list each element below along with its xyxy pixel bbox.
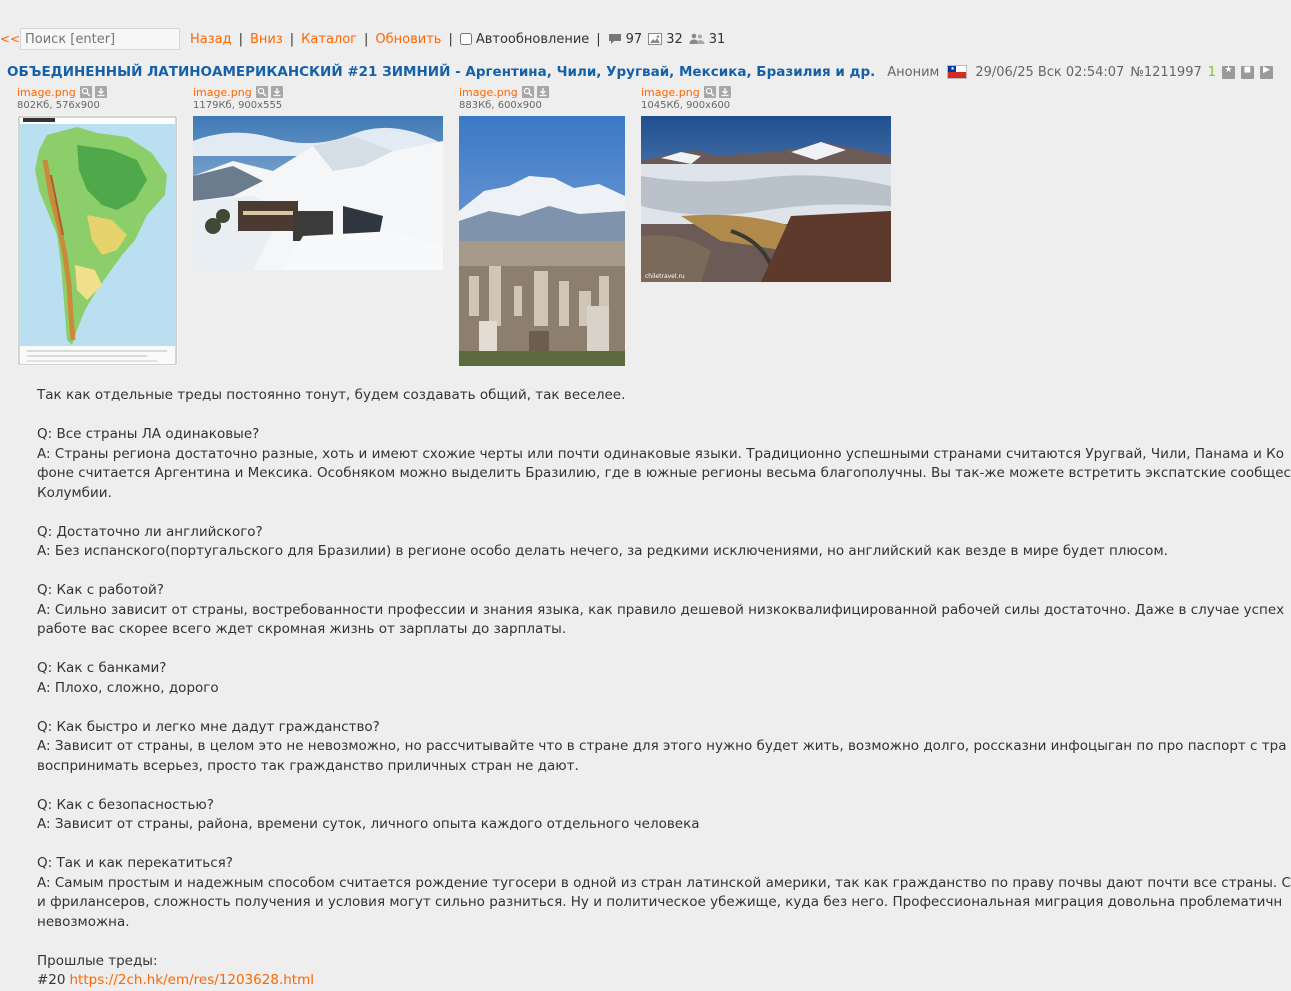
nav-catalog-link[interactable]: Каталог [301,31,357,47]
nav-down-link[interactable]: Вниз [250,31,283,47]
autoupdate-label: Автообновление [475,31,590,47]
nav-separator: | [596,31,601,47]
image-thumbnail-map[interactable] [17,115,178,366]
comment-icon [608,33,622,45]
top-navigation-bar [0,26,725,52]
posts-count: 97 [625,31,643,47]
image-attachment [459,85,552,112]
thread-nav [190,32,725,47]
post-date: 29/06/25 Вск 02:54:07 [975,64,1125,80]
post-line: A: Самым простым и надежным способом считается рождение тугосери в одной из стран латинской америки, так как гражданство по праву почвы дают почти все страны. С [37,874,1291,891]
image-search-icon[interactable] [522,86,534,98]
image-attachment [641,85,734,112]
previous-thread-number: #20 [37,972,66,988]
image-meta: 1179Кб, 900x555 [193,100,283,111]
image-meta: 802Кб, 576x900 [17,100,100,111]
image-thumbnail-city[interactable] [459,116,625,366]
favorite-star-icon[interactable]: ★ [1222,66,1235,79]
post-line: воспринимать всерьез, просто так гражданство приличных стран не дают. [37,757,579,774]
image-attachment [193,85,286,112]
thread-header [7,62,1273,82]
chile-flag-icon: ★ [947,65,967,79]
post-blank-line [37,406,1248,426]
image-thumbnail-ski-resort[interactable] [193,116,443,270]
image-meta: 1045Кб, 900x600 [641,100,731,111]
image-filename-link[interactable]: image.png [459,85,518,99]
post-question: Q: Как с безопасностью? [37,796,214,813]
post-line: A: Страны региона достаточно разные, хоть и имеют схожие черты или почти одинаковые языки. Традиционно успешными странами считаются Уругвай, Чили, Панама и Ко [37,445,1285,462]
image-search-icon[interactable] [80,86,92,98]
post-line: работе вас скорее всего ждет скромная жизнь от зарплаты до зарплаты. [37,621,567,637]
download-icon[interactable] [95,86,107,98]
post-blank-line [37,835,1248,855]
posts-count-stat [608,32,643,47]
image-filename-link[interactable]: image.png [641,85,700,99]
nav-separator: | [448,31,453,47]
nav-separator: | [238,31,243,47]
post-blank-line [37,562,1248,582]
post-author: Аноним [887,64,940,80]
nav-back-link[interactable]: Назад [190,31,232,47]
post-line: A: Зависит от страны, в целом это не невозможно, но рассчитывайте что в стране для этого нужно будет жить, возможно долго, россказни инфоцыган по про паспорт с тра [37,738,1287,754]
post-question: Q: Как быстро и легко мне дадут гражданство? [37,718,380,735]
autoupdate-checkbox[interactable] [460,33,472,45]
previous-thread-line [37,971,1248,991]
post-message [37,386,1291,991]
images-count-stat [648,32,683,47]
back-arrows-link[interactable]: << [0,32,21,46]
post-question: Q: Все страны ЛА одинаковые? [37,426,260,442]
play-icon[interactable]: ▶ [1260,66,1273,79]
watermark-text: chiletravel.ru [645,273,685,280]
download-icon[interactable] [537,86,549,98]
post-blank-line [37,503,1248,523]
images-count: 32 [666,31,683,47]
users-icon [689,33,705,45]
post-line: A: Сильно зависит от страны, востребованности профессии и знания языка, как правило дешевой низкоквалифицированной рабочей силы достаточно. Даже в случае успех [37,601,1285,618]
post-blank-line [37,640,1248,660]
post-blank-line [37,932,1248,952]
post-number[interactable]: №1211997 [1130,64,1202,80]
image-icon [648,33,662,45]
post-line: Прошлые треды: [37,952,158,969]
image-filename-link[interactable]: image.png [17,85,76,99]
hide-post-icon[interactable]: ◼ [1241,66,1254,79]
post-line: фоне считается Аргентина и Мексика. Особняком можно выделить Бразилию, где в южные регионы весьма благополучны. Вы так-же можете встретить экспатские сообщес [37,465,1291,481]
thread-title: ОБЪЕДИНЕННЫЙ ЛАТИНОАМЕРИКАНСКИЙ #21 ЗИМНИЙ - Аргентина, Чили, Уругвай, Мексика, Бразилия и др. [7,64,876,80]
image-search-icon[interactable] [256,86,268,98]
post-question: Q: Так и как перекатиться? [37,855,233,871]
post-question: Q: Достаточно ли английского? [37,523,263,540]
posters-count-stat [689,32,726,47]
post-line: A: Зависит от страны, района, времени суток, личного опыта каждого отдельного человека [37,816,700,832]
download-icon[interactable] [719,86,731,98]
search-input[interactable] [20,28,180,50]
image-search-icon[interactable] [704,86,716,98]
post-question: Q: Как с банками? [37,660,167,676]
image-meta: 883Кб, 600x900 [459,100,542,111]
nav-separator: | [364,31,369,47]
post-line: Так как отдельные треды постоянно тонут, будем создавать общий, так веселее. [37,387,626,403]
image-attachment [17,85,110,112]
nav-separator: | [289,31,295,47]
post-blank-line [37,776,1248,796]
download-icon[interactable] [271,86,283,98]
image-thumbnail-plateau[interactable] [641,116,891,282]
nav-refresh-link[interactable]: Обновить [375,31,442,47]
posters-count: 31 [708,31,726,47]
image-filename-link[interactable]: image.png [193,85,252,99]
post-line: невозможна. [37,913,130,930]
post-line: A: Без испанского(португальского для Бразилии) в регионе особо делать нечего, за редкими исключениями, но английский как везде в мире будет плюсом. [37,543,1168,559]
post-line: и фрилансеров, сложность получения и условия могут сильно разниться. Ну и политическое убежище, куда без него. Профессиональная миграция довольна проблематичн [37,894,1283,910]
post-line: A: Плохо, сложно, дорого [37,679,219,696]
previous-thread-link[interactable]: https://2ch.hk/em/res/1203628.html [69,972,314,988]
post-line: Колумбии. [37,484,112,501]
reply-count[interactable]: 1 [1207,64,1217,80]
post-blank-line [37,698,1248,718]
post-question: Q: Как с работой? [37,582,164,598]
